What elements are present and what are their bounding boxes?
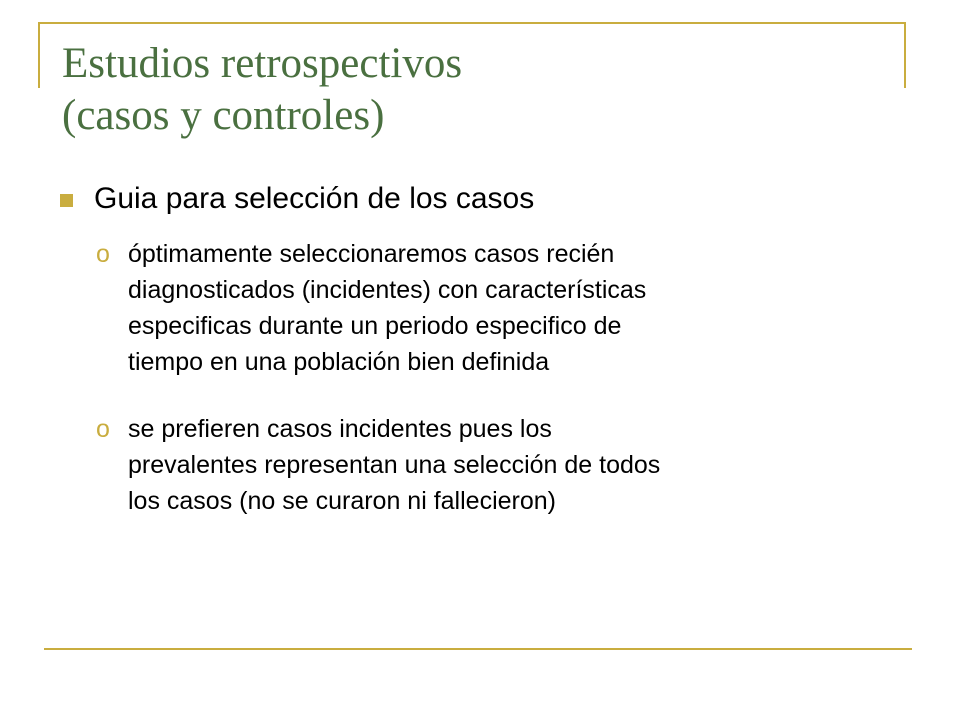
sub-bullet-2-line-1: se prefieren casos incidentes pues los (128, 415, 552, 443)
bottom-rule-line (44, 648, 912, 650)
square-bullet-icon (60, 194, 73, 207)
sub-bullet-item-1 (96, 236, 886, 380)
sub-bullet-item-2 (96, 411, 886, 519)
top-rule-line (38, 22, 906, 24)
sub-bullet-1-line-3: especificas durante un periodo especifico de (128, 312, 622, 340)
slide-title (62, 38, 862, 142)
sub-bullet-1-line-1: óptimamente seleccionaremos casos recién (128, 240, 615, 268)
sub-bullet-2-line-3: los casos (no se curaron ni fallecieron) (128, 487, 556, 515)
circle-bullet-icon: o (96, 415, 110, 443)
slide-title-line-1: Estudios retrospectivos (62, 40, 463, 87)
left-rule-line (38, 22, 40, 88)
slide-title-line-2: (casos y controles) (62, 92, 385, 139)
bullet-text: Guia para selección de los casos (94, 182, 535, 215)
sub-bullet-1-line-2: diagnosticados (incidentes) con características (128, 276, 647, 304)
sub-bullet-text-1 (128, 236, 886, 380)
sub-bullet-text-2 (128, 411, 886, 519)
sub-bullet-2-line-2: prevalentes representan una selección de todos (128, 451, 661, 479)
circle-bullet-icon: o (96, 240, 110, 268)
right-rule-line (904, 22, 906, 88)
sub-bullet-1-line-4: tiempo en una población bien definida (128, 348, 550, 376)
